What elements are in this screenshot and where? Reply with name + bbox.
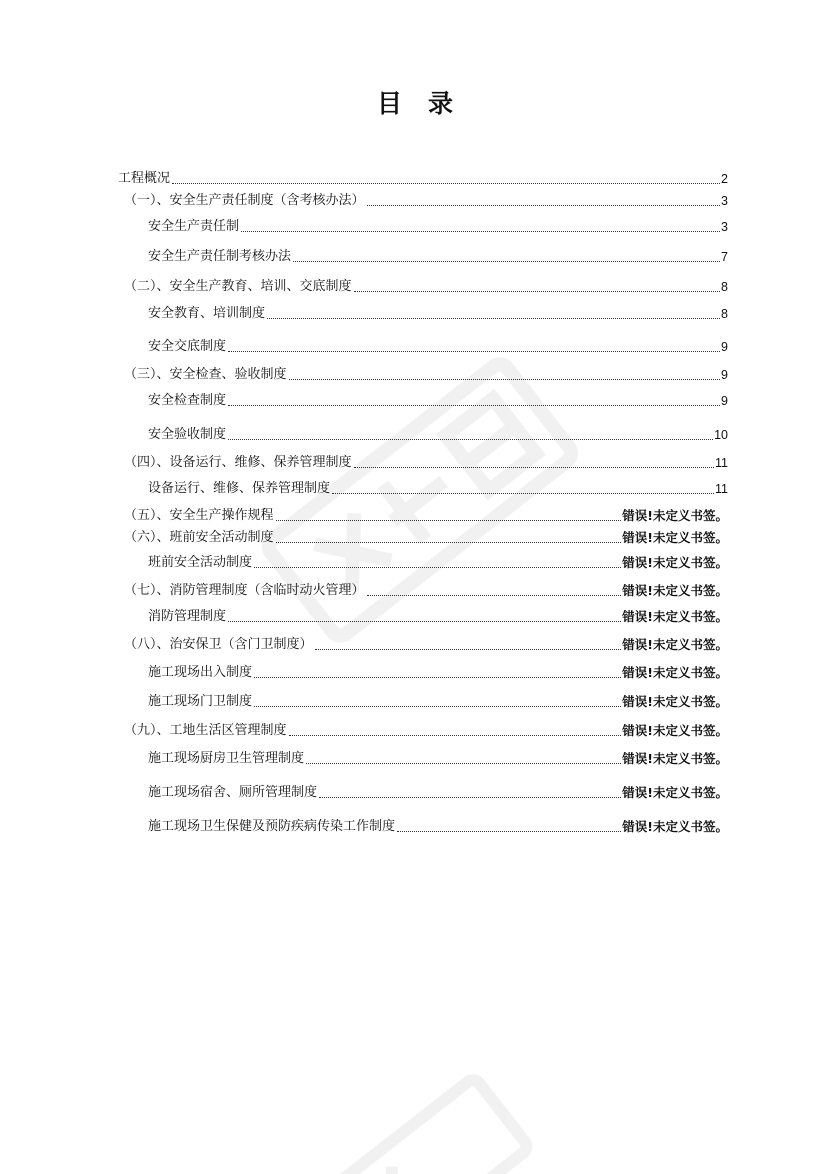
toc-leader-dots bbox=[276, 542, 622, 543]
toc-entry-page: 错误!未定义书签。 bbox=[622, 583, 728, 598]
toc-entry[interactable] bbox=[148, 480, 728, 498]
toc-leader-dots bbox=[228, 351, 720, 352]
toc-entry[interactable] bbox=[148, 338, 728, 356]
toc-entry[interactable] bbox=[148, 554, 728, 572]
toc-entry[interactable] bbox=[148, 392, 728, 410]
toc-entry-page: 错误!未定义书签。 bbox=[622, 694, 728, 709]
toc-entry-page: 3 bbox=[721, 194, 728, 208]
toc-entry-label: 安全生产责任制考核办法 bbox=[148, 249, 292, 264]
toc-entry[interactable] bbox=[148, 608, 728, 626]
toc-entry-page: 错误!未定义书签。 bbox=[622, 508, 728, 523]
toc-leader-dots bbox=[228, 439, 713, 440]
toc-entry-page: 错误!未定义书签。 bbox=[622, 665, 728, 680]
toc-leader-dots bbox=[228, 405, 720, 406]
toc-entry[interactable] bbox=[124, 722, 728, 740]
toc-entry-label: 安全验收制度 bbox=[148, 427, 227, 442]
toc-leader-dots bbox=[228, 621, 621, 622]
toc-entry-label: 施工现场门卫制度 bbox=[148, 694, 253, 709]
toc-entry-label: （四）、设备运行、维修、保养管理制度 bbox=[124, 455, 352, 470]
toc-entry[interactable] bbox=[148, 218, 728, 236]
toc-leader-dots bbox=[332, 493, 714, 494]
toc-leader-dots bbox=[306, 763, 621, 764]
toc-leader-dots bbox=[172, 183, 720, 184]
toc-leader-dots bbox=[367, 205, 721, 206]
toc-entry-label: （三）、安全检查、验收制度 bbox=[124, 367, 287, 382]
toc-entry-page: 8 bbox=[721, 280, 728, 294]
toc-entry-label: 施工现场宿舍、厕所管理制度 bbox=[148, 785, 318, 800]
toc-entry-label: （五）、安全生产操作规程 bbox=[124, 508, 274, 523]
toc-leader-dots bbox=[315, 649, 622, 650]
toc-entry-page: 11 bbox=[715, 456, 728, 470]
toc-entry-label: （七）、消防管理制度（含临时动火管理） bbox=[124, 583, 365, 598]
toc-entry-label: （一）、安全生产责任制度（含考核办法） bbox=[124, 193, 365, 208]
page-title bbox=[0, 84, 830, 120]
toc-entry-label: 工程概况 bbox=[118, 171, 171, 186]
toc-leader-dots bbox=[289, 735, 622, 736]
toc-entry[interactable] bbox=[148, 248, 728, 266]
toc-leader-dots bbox=[319, 797, 621, 798]
toc-entry-label: 班前安全活动制度 bbox=[148, 555, 253, 570]
toc-entry-label: （九）、工地生活区管理制度 bbox=[124, 723, 287, 738]
watermark-stamp-bottom-icon bbox=[300, 1070, 540, 1174]
toc-entry-page: 7 bbox=[721, 250, 728, 264]
toc-leader-dots bbox=[241, 231, 720, 232]
toc-entry[interactable] bbox=[124, 529, 728, 547]
toc-entry-label: 施工现场厨房卫生管理制度 bbox=[148, 751, 305, 766]
toc-entry[interactable] bbox=[124, 366, 728, 384]
toc-leader-dots bbox=[276, 520, 622, 521]
toc-entry[interactable] bbox=[148, 426, 728, 444]
toc-entry-page: 错误!未定义书签。 bbox=[622, 819, 728, 834]
toc-entry-label: 施工现场出入制度 bbox=[148, 665, 253, 680]
toc-entry-label: 安全生产责任制 bbox=[148, 219, 240, 234]
toc-entry-label: （八）、治安保卫（含门卫制度） bbox=[124, 637, 313, 652]
toc-entry[interactable] bbox=[148, 693, 728, 711]
toc-entry-page: 9 bbox=[721, 394, 728, 408]
toc-leader-dots bbox=[397, 831, 621, 832]
toc-entry[interactable] bbox=[148, 664, 728, 682]
toc-entry-label: （六）、班前安全活动制度 bbox=[124, 530, 274, 545]
toc-entry[interactable] bbox=[124, 192, 728, 210]
toc-entry-label: （二）、安全生产教育、培训、交底制度 bbox=[124, 279, 352, 294]
toc-entry[interactable] bbox=[148, 750, 728, 768]
toc-leader-dots bbox=[354, 291, 721, 292]
toc-entry-label: 安全检查制度 bbox=[148, 393, 227, 408]
toc-leader-dots bbox=[254, 706, 621, 707]
title-part-2: 录 bbox=[428, 89, 454, 118]
toc-entry[interactable] bbox=[118, 170, 728, 188]
toc-leader-dots bbox=[293, 261, 720, 262]
toc-entry-page: 错误!未定义书签。 bbox=[622, 785, 728, 800]
toc-entry[interactable] bbox=[148, 818, 728, 836]
toc-entry-label: 施工现场卫生保健及预防疾病传染工作制度 bbox=[148, 819, 396, 834]
toc-leader-dots bbox=[267, 318, 720, 319]
toc-entry-page: 错误!未定义书签。 bbox=[622, 609, 728, 624]
toc-leader-dots bbox=[354, 467, 715, 468]
toc-entry-page: 错误!未定义书签。 bbox=[622, 751, 728, 766]
toc-entry-page: 11 bbox=[715, 482, 728, 496]
toc-entry-label: 设备运行、维修、保养管理制度 bbox=[148, 481, 331, 496]
toc-entry[interactable] bbox=[124, 636, 728, 654]
toc-entry-page: 2 bbox=[721, 172, 728, 186]
toc-entry-label: 安全交底制度 bbox=[148, 339, 227, 354]
toc-entry[interactable] bbox=[124, 582, 728, 600]
toc-entry-page: 8 bbox=[721, 307, 728, 321]
toc-entry-label: 消防管理制度 bbox=[148, 609, 227, 624]
toc-entry-page: 错误!未定义书签。 bbox=[622, 530, 728, 545]
toc-leader-dots bbox=[254, 567, 621, 568]
toc-entry-page: 10 bbox=[714, 428, 728, 442]
toc-leader-dots bbox=[289, 379, 721, 380]
toc-entry[interactable] bbox=[148, 784, 728, 802]
toc-entry[interactable] bbox=[148, 305, 728, 323]
title-part-1: 目 bbox=[376, 89, 402, 118]
toc-entry-label: 安全教育、培训制度 bbox=[148, 306, 266, 321]
toc-entry-page: 3 bbox=[721, 220, 728, 234]
toc-entry-page: 9 bbox=[721, 340, 728, 354]
toc-entry-page: 错误!未定义书签。 bbox=[622, 555, 728, 570]
toc-entry-page: 错误!未定义书签。 bbox=[622, 723, 728, 738]
toc-entry[interactable] bbox=[124, 454, 728, 472]
toc-entry[interactable] bbox=[124, 278, 728, 296]
toc-entry-page: 错误!未定义书签。 bbox=[622, 637, 728, 652]
toc-entry-page: 9 bbox=[721, 368, 728, 382]
toc-entry[interactable] bbox=[124, 507, 728, 525]
toc-leader-dots bbox=[367, 595, 622, 596]
toc-leader-dots bbox=[254, 677, 621, 678]
